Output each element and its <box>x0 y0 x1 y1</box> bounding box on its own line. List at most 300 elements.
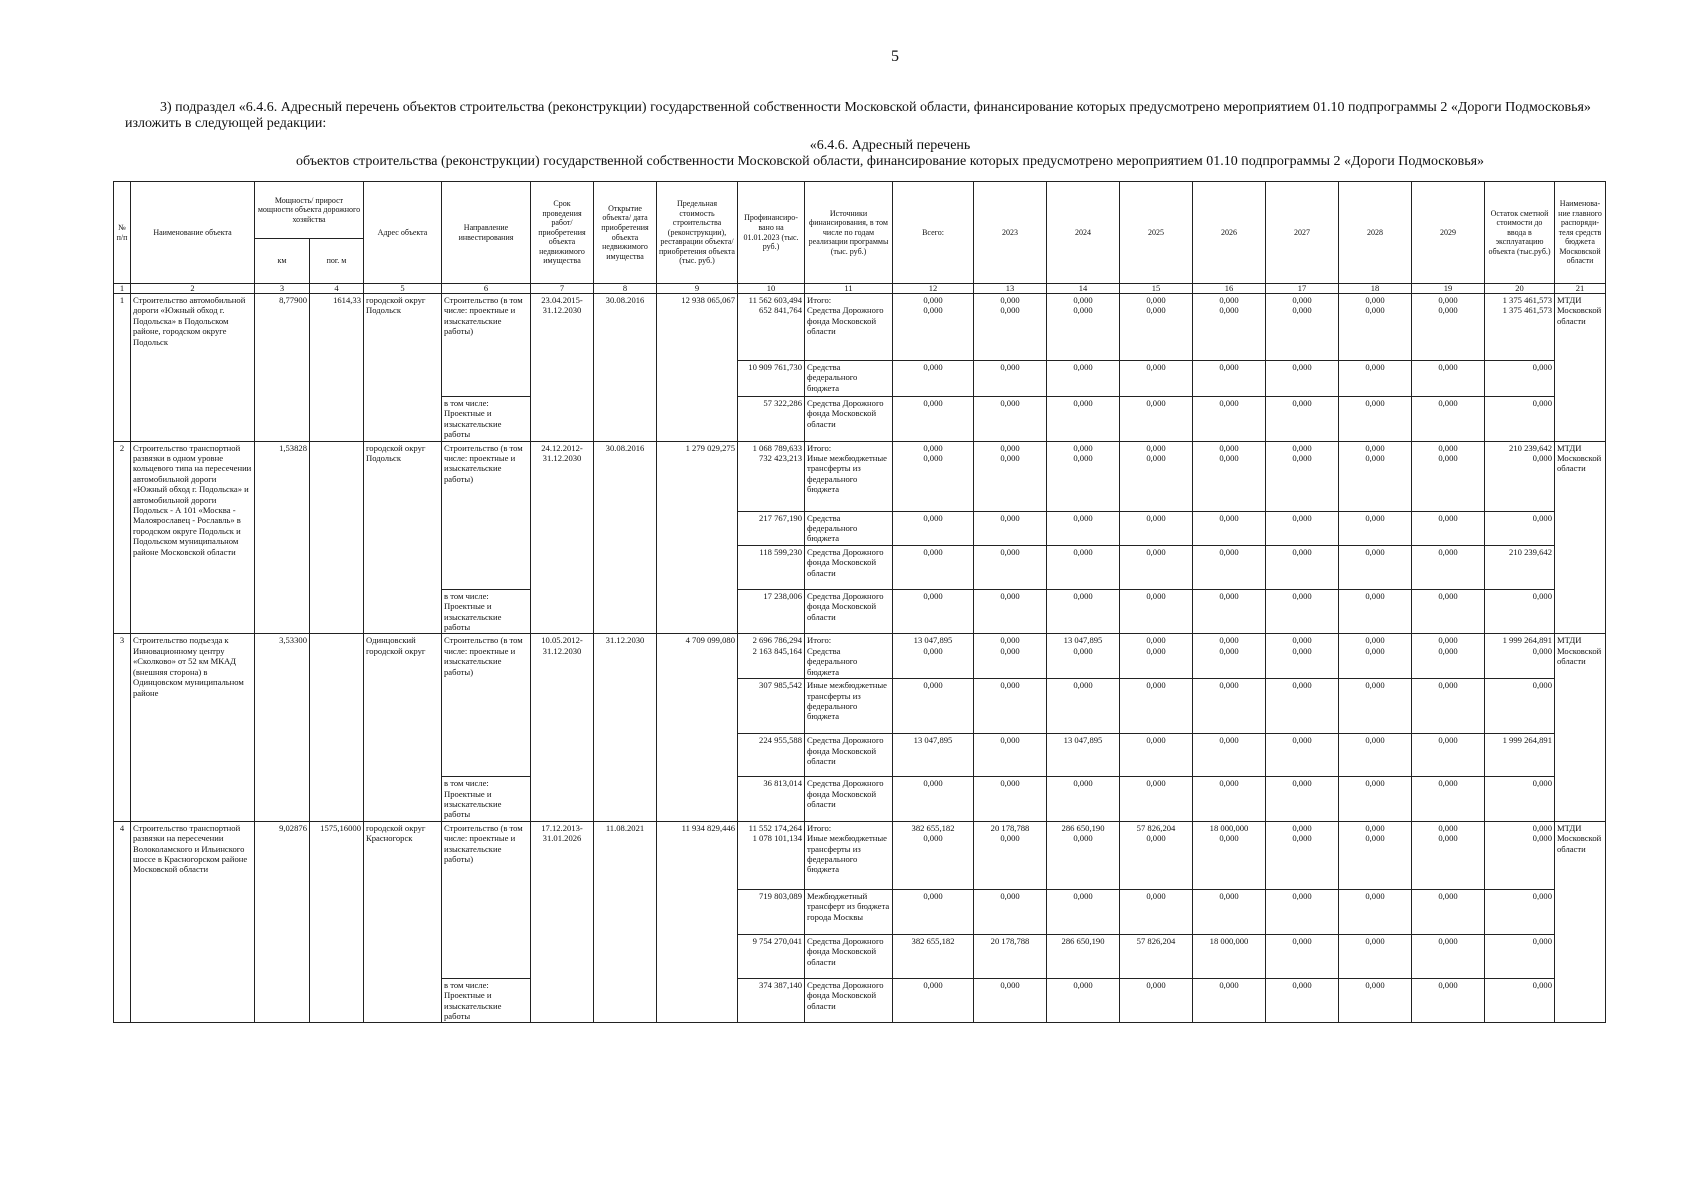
funding-source <box>805 294 893 361</box>
year-value-value: 0,000 <box>1073 512 1093 523</box>
year-value-value: 0,000 <box>1000 305 1020 316</box>
prefinanced <box>738 397 805 442</box>
funding-source-value: Средства Дорожного фонда Московской области <box>807 398 884 429</box>
year-value <box>1412 441 1485 511</box>
year-value-value: 0,000 <box>1219 305 1239 316</box>
year-value <box>1266 821 1339 889</box>
year-value <box>1193 441 1266 511</box>
year-value <box>974 294 1047 361</box>
column-numbers-row <box>114 284 1606 294</box>
object-opening: 11.08.2021 <box>594 821 657 1023</box>
year-value <box>1193 361 1266 397</box>
year-value-value: 0,000 <box>1000 645 1020 656</box>
object-name: Строительство подъезда к Инновационному центру «Сколково» от 52 км МКАД (внешняя сторона) в Одинцовском муниципальном районе <box>131 634 255 821</box>
year-value-value: 0,000 <box>1073 305 1093 316</box>
remainder-value: 0,000 <box>1532 453 1552 464</box>
year-value-value: 286 650,190 <box>1061 822 1105 833</box>
prefinanced-value: 1 078 101,134 <box>752 833 802 844</box>
table-row <box>114 821 1606 889</box>
year-value-value: 0,000 <box>1365 398 1385 408</box>
year-value <box>1412 978 1485 1023</box>
remainder-value: 1 999 264,891 <box>1502 735 1552 746</box>
year-value <box>1266 294 1339 361</box>
year-value <box>1120 361 1193 397</box>
year-value <box>1339 679 1412 734</box>
year-value <box>893 978 974 1023</box>
year-value-value: 0,000 <box>1219 635 1239 646</box>
year-value-value: 382 655,182 <box>911 822 955 833</box>
year-value <box>1266 397 1339 442</box>
funding-source-value: Итого: <box>807 442 832 453</box>
funding-source-value: Средства федерального бюджета <box>807 362 858 393</box>
column-number: 13 <box>974 284 1047 294</box>
object-km: 1,53828 <box>255 441 310 634</box>
year-value-value: 0,000 <box>1073 590 1093 601</box>
year-value-value: 0,000 <box>1146 512 1166 523</box>
column-number: 11 <box>805 284 893 294</box>
prefinanced-value: 719 803,089 <box>759 890 802 901</box>
year-value-value: 0,000 <box>1073 778 1093 789</box>
column-number: 18 <box>1339 284 1412 294</box>
header-sources: Источники финансирования, в том числе по годам реализации программы (тыс. руб.) <box>805 182 893 284</box>
prefinanced-value: 57 322,286 <box>763 398 802 408</box>
table-row <box>114 441 1606 511</box>
header-name: Наименование объекта <box>131 182 255 284</box>
column-number: 4 <box>310 284 364 294</box>
direction-main: Строительство (в том числе: проектные и изыскательские работы) <box>442 634 531 777</box>
funding-source <box>805 821 893 889</box>
year-value-value: 0,000 <box>1219 778 1239 789</box>
object-term: 24.12.2012-31.12.2030 <box>531 441 594 634</box>
year-value <box>1266 589 1339 634</box>
year-value-value: 0,000 <box>1146 833 1166 844</box>
year-value-value: 0,000 <box>1146 680 1166 691</box>
object-limit: 11 934 829,446 <box>657 821 738 1023</box>
year-value <box>1120 589 1193 634</box>
header-opening: Открытие объекта/ дата приобретения объекта недвижимого имущества <box>594 182 657 284</box>
header-2027: 2027 <box>1266 182 1339 284</box>
prefinanced-value: 2 163 845,164 <box>752 645 802 656</box>
prefinanced-value: 17 238,006 <box>763 590 802 601</box>
year-value-value: 0,000 <box>923 442 943 453</box>
year-value <box>893 511 974 545</box>
table-title-line2: объектов строительства (реконструкции) государственной собственности Московской области, финансирование которых предусмотрено мероприятием 01.10 подпрограммы 2 «Дороги Подмосковья» <box>295 154 1485 169</box>
year-value-value: 0,000 <box>1000 590 1020 601</box>
year-value-value: 0,000 <box>1438 295 1458 305</box>
year-value <box>1193 634 1266 679</box>
year-value <box>974 361 1047 397</box>
year-value-value: 0,000 <box>1219 453 1239 464</box>
remainder-value: 0,000 <box>1532 778 1552 789</box>
funding-source-value: Средства Дорожного фонда Московской области <box>807 305 884 337</box>
year-value-value: 0,000 <box>923 546 943 557</box>
remainder <box>1485 978 1555 1023</box>
object-limit: 4 709 099,080 <box>657 634 738 821</box>
table-title <box>250 138 1530 170</box>
year-value-value: 0,000 <box>1438 635 1458 646</box>
object-number: 3 <box>114 634 131 821</box>
year-value <box>1266 934 1339 978</box>
year-value-value: 0,000 <box>1000 295 1020 305</box>
year-value <box>1266 978 1339 1023</box>
year-value <box>974 978 1047 1023</box>
year-value-value: 0,000 <box>1146 442 1166 453</box>
funding-source <box>805 889 893 934</box>
year-value-value: 0,000 <box>1365 979 1385 990</box>
object-pog: 1575,16000 <box>310 821 364 1023</box>
year-value-value: 0,000 <box>1146 546 1166 557</box>
header-n: № п/п <box>114 182 131 284</box>
year-value-value: 20 178,788 <box>990 935 1030 946</box>
year-value-value: 0,000 <box>1073 546 1093 557</box>
year-value-value: 0,000 <box>1365 680 1385 691</box>
remainder-value: 0,000 <box>1532 890 1552 901</box>
remainder <box>1485 821 1555 889</box>
year-value <box>1120 934 1193 978</box>
column-number: 21 <box>1555 284 1606 294</box>
year-value-value: 0,000 <box>1365 362 1385 372</box>
year-value <box>1120 734 1193 777</box>
remainder <box>1485 441 1555 511</box>
year-value <box>974 511 1047 545</box>
year-value <box>1193 397 1266 442</box>
year-value <box>1412 734 1485 777</box>
object-pog <box>310 634 364 821</box>
year-value-value: 0,000 <box>1292 979 1312 990</box>
header-capacity: Мощность/ прирост мощности объекта дорожного хозяйства <box>255 182 364 239</box>
year-value-value: 57 826,204 <box>1136 935 1176 946</box>
year-value <box>1339 361 1412 397</box>
year-value-value: 0,000 <box>1219 295 1239 305</box>
year-value <box>1047 634 1120 679</box>
year-value-value: 0,000 <box>1073 453 1093 464</box>
header-2028: 2028 <box>1339 182 1412 284</box>
year-value-value: 0,000 <box>1073 442 1093 453</box>
object-limit: 1 279 029,275 <box>657 441 738 634</box>
column-number: 9 <box>657 284 738 294</box>
column-number: 3 <box>255 284 310 294</box>
year-value-value: 0,000 <box>1219 398 1239 408</box>
object-limit: 12 938 065,067 <box>657 294 738 442</box>
year-value <box>1339 734 1412 777</box>
year-value-value: 0,000 <box>1146 295 1166 305</box>
year-value-value: 0,000 <box>1438 645 1458 656</box>
year-value <box>1266 777 1339 822</box>
year-value <box>974 777 1047 822</box>
year-value <box>1120 634 1193 679</box>
year-value-value: 0,000 <box>1365 822 1385 833</box>
year-value <box>1047 934 1120 978</box>
year-value-value: 0,000 <box>1438 735 1458 746</box>
year-value-value: 0,000 <box>1073 398 1093 408</box>
year-value <box>1339 511 1412 545</box>
year-value <box>893 294 974 361</box>
prefinanced-value: 2 696 786,294 <box>752 635 802 646</box>
year-value-value: 0,000 <box>1000 680 1020 691</box>
year-value-value: 0,000 <box>1438 398 1458 408</box>
year-value-value: 0,000 <box>1292 362 1312 372</box>
year-value-value: 0,000 <box>923 590 943 601</box>
column-number: 12 <box>893 284 974 294</box>
remainder <box>1485 777 1555 822</box>
year-value <box>974 634 1047 679</box>
funding-source <box>805 511 893 545</box>
year-value-value: 0,000 <box>1000 890 1020 901</box>
header-2029: 2029 <box>1412 182 1485 284</box>
year-value-value: 0,000 <box>1365 546 1385 557</box>
year-value-value: 0,000 <box>1073 979 1093 990</box>
header-pog: пог. м <box>310 239 364 284</box>
year-value-value: 0,000 <box>1365 442 1385 453</box>
year-value-value: 0,000 <box>1146 362 1166 372</box>
header-manager: Наименова-ние главного распоряди-теля средств бюджета Московской области <box>1555 182 1606 284</box>
year-value-value: 0,000 <box>1000 833 1020 844</box>
year-value <box>1120 679 1193 734</box>
year-value-value: 0,000 <box>1292 635 1312 646</box>
year-value <box>893 934 974 978</box>
year-value-value: 0,000 <box>1292 546 1312 557</box>
table-row <box>114 634 1606 679</box>
remainder-value: 0,000 <box>1532 935 1552 946</box>
prefinanced-value: 11 562 603,494 <box>748 295 802 305</box>
year-value <box>974 589 1047 634</box>
year-value <box>1193 679 1266 734</box>
year-value-value: 18 000,000 <box>1209 822 1249 833</box>
direction-main: Строительство (в том числе: проектные и изыскательские работы) <box>442 294 531 397</box>
year-value-value: 0,000 <box>1438 305 1458 316</box>
funding-source <box>805 934 893 978</box>
year-value-value: 0,000 <box>923 362 943 372</box>
object-address: Одинцовский городской округ <box>364 634 442 821</box>
year-value <box>1412 545 1485 589</box>
funding-source-value: Итого: <box>807 822 832 833</box>
year-value <box>893 589 974 634</box>
year-value-value: 0,000 <box>1219 890 1239 901</box>
year-value <box>1339 978 1412 1023</box>
direction-main: Строительство (в том числе: проектные и изыскательские работы) <box>442 821 531 978</box>
prefinanced <box>738 821 805 889</box>
prefinanced-value: 118 599,230 <box>759 546 802 557</box>
year-value-value: 0,000 <box>1292 890 1312 901</box>
year-value <box>974 545 1047 589</box>
year-value <box>974 821 1047 889</box>
prefinanced-value: 1 068 789,633 <box>752 442 802 453</box>
year-value <box>1120 397 1193 442</box>
year-value-value: 286 650,190 <box>1061 935 1105 946</box>
object-number: 1 <box>114 294 131 442</box>
year-value-value: 0,000 <box>1073 680 1093 691</box>
year-value-value: 0,000 <box>1219 442 1239 453</box>
prefinanced <box>738 777 805 822</box>
year-value <box>1412 361 1485 397</box>
page-number: 5 <box>891 48 899 65</box>
prefinanced <box>738 734 805 777</box>
manager: МТДИ Московской области <box>1555 821 1606 1023</box>
year-value-value: 57 826,204 <box>1136 822 1176 833</box>
year-value <box>1339 934 1412 978</box>
year-value-value: 0,000 <box>1438 362 1458 372</box>
object-name: Строительство транспортной развязки на пересечении Волоколамского и Ильинского шоссе в Красногорском районе Московской области <box>131 821 255 1023</box>
year-value-value: 0,000 <box>1365 833 1385 844</box>
funding-source <box>805 545 893 589</box>
year-value-value: 0,000 <box>1438 590 1458 601</box>
header-2025: 2025 <box>1120 182 1193 284</box>
direction-sub: в том числе: Проектные и изыскательские работы <box>442 397 531 442</box>
remainder <box>1485 361 1555 397</box>
year-value-value: 13 047,895 <box>1063 735 1103 746</box>
column-number: 7 <box>531 284 594 294</box>
prefinanced-value: 9 754 270,041 <box>752 935 802 946</box>
year-value <box>1339 777 1412 822</box>
funding-source-value: Средства Дорожного фонда Московской области <box>807 546 884 578</box>
prefinanced-value: 652 841,764 <box>759 305 802 316</box>
funding-source-value: Средства Дорожного фонда Московской области <box>807 935 884 967</box>
header-prefinanced: Профинансиро-вано на 01.01.2023 (тыс. руб.) <box>738 182 805 284</box>
funding-source <box>805 397 893 442</box>
year-value <box>1047 545 1120 589</box>
prefinanced <box>738 589 805 634</box>
header-row-1 <box>114 182 1606 239</box>
year-value <box>1047 441 1120 511</box>
funding-source-value: Иные межбюджетные трансферты из федерального бюджета <box>807 453 887 495</box>
year-value <box>974 734 1047 777</box>
column-number: 2 <box>131 284 255 294</box>
year-value-value: 0,000 <box>1219 680 1239 691</box>
year-value-value: 0,000 <box>1365 453 1385 464</box>
year-value <box>1412 294 1485 361</box>
year-value <box>1412 397 1485 442</box>
year-value <box>1120 441 1193 511</box>
column-number: 15 <box>1120 284 1193 294</box>
funding-source-value: Итого: <box>807 635 832 646</box>
year-value-value: 0,000 <box>923 680 943 691</box>
year-value <box>1266 679 1339 734</box>
year-value <box>893 545 974 589</box>
year-value <box>1266 545 1339 589</box>
remainder <box>1485 511 1555 545</box>
direction-main: Строительство (в том числе: проектные и изыскательские работы) <box>442 441 531 589</box>
year-value-value: 0,000 <box>1365 645 1385 656</box>
year-value-value: 0,000 <box>1438 890 1458 901</box>
year-value-value: 0,000 <box>1000 979 1020 990</box>
object-address: городской округ Подольск <box>364 294 442 442</box>
year-value-value: 0,000 <box>1219 546 1239 557</box>
prefinanced-value: 36 813,014 <box>763 778 802 789</box>
remainder-value: 1 375 461,573 <box>1502 295 1552 305</box>
year-value-value: 0,000 <box>1365 635 1385 646</box>
year-value <box>1193 511 1266 545</box>
year-value <box>893 634 974 679</box>
funding-source <box>805 589 893 634</box>
object-km: 9,02876 <box>255 821 310 1023</box>
year-value-value: 0,000 <box>1146 645 1166 656</box>
year-value <box>893 889 974 934</box>
year-value <box>1266 441 1339 511</box>
year-value <box>893 734 974 777</box>
year-value <box>1047 777 1120 822</box>
object-opening: 31.12.2030 <box>594 634 657 821</box>
year-value-value: 0,000 <box>1292 590 1312 601</box>
year-value <box>1339 545 1412 589</box>
remainder <box>1485 679 1555 734</box>
funding-source-value: Средства Дорожного фонда Московской области <box>807 778 884 809</box>
funding-source-value: Иные межбюджетные трансферты из федерального бюджета <box>807 833 887 875</box>
year-value-value: 0,000 <box>923 295 943 305</box>
funding-source <box>805 679 893 734</box>
prefinanced <box>738 361 805 397</box>
year-value-value: 0,000 <box>1365 305 1385 316</box>
remainder <box>1485 934 1555 978</box>
object-pog <box>310 441 364 634</box>
year-value-value: 0,000 <box>1438 546 1458 557</box>
remainder-value: 0,000 <box>1532 833 1552 844</box>
year-value <box>893 361 974 397</box>
remainder <box>1485 634 1555 679</box>
remainder-value: 1 375 461,573 <box>1502 305 1552 316</box>
year-value-value: 0,000 <box>1292 442 1312 453</box>
year-value <box>1193 978 1266 1023</box>
intro-paragraph: 3) подраздел «6.4.6. Адресный перечень объектов строительства (реконструкции) государственной собственности Московской области, финансирование которых предусмотрено мероприятием 01.10 подпрограммы 2 «Дороги Подмосковья» изложить в следующей редакции: <box>125 100 1591 131</box>
year-value <box>974 441 1047 511</box>
year-value <box>974 934 1047 978</box>
year-value-value: 18 000,000 <box>1209 935 1249 946</box>
year-value <box>1412 777 1485 822</box>
funding-source <box>805 441 893 511</box>
remainder-value: 210 239,642 <box>1509 442 1552 453</box>
column-number: 16 <box>1193 284 1266 294</box>
funding-source-value: Средства Дорожного фонда Московской области <box>807 979 884 1011</box>
funding-source <box>805 734 893 777</box>
header-limit: Предельная стоимость строительства (реконструкции), реставрации объекта/ приобретения объекта (тыс. руб.) <box>657 182 738 284</box>
year-value-value: 0,000 <box>1292 680 1312 691</box>
year-value <box>1193 589 1266 634</box>
funding-source <box>805 777 893 822</box>
year-value <box>1047 361 1120 397</box>
prefinanced <box>738 634 805 679</box>
object-term: 10.05.2012-31.12.2030 <box>531 634 594 821</box>
year-value <box>1047 889 1120 934</box>
year-value-value: 0,000 <box>1438 778 1458 789</box>
year-value-value: 0,000 <box>923 778 943 789</box>
year-value-value: 382 655,182 <box>911 935 955 946</box>
year-value-value: 0,000 <box>1365 890 1385 901</box>
header-remainder: Остаток сметной стоимости до ввода в эксплуатацию объекта (тыс.руб.) <box>1485 182 1555 284</box>
year-value <box>1339 589 1412 634</box>
year-value <box>1120 545 1193 589</box>
object-pog: 1614,33 <box>310 294 364 442</box>
year-value-value: 0,000 <box>1146 890 1166 901</box>
year-value-value: 0,000 <box>1000 398 1020 408</box>
funding-source-value: Иные межбюджетные трансферты из федерального бюджета <box>807 680 887 722</box>
column-number: 20 <box>1485 284 1555 294</box>
year-value-value: 0,000 <box>1146 635 1166 646</box>
table-row <box>114 294 1606 361</box>
year-value-value: 0,000 <box>1365 935 1385 946</box>
year-value <box>1193 889 1266 934</box>
remainder-value: 1 999 264,891 <box>1502 635 1552 646</box>
year-value-value: 0,000 <box>1146 979 1166 990</box>
header-direction: Направление инвестирования <box>442 182 531 284</box>
year-value-value: 0,000 <box>923 979 943 990</box>
year-value-value: 0,000 <box>1292 453 1312 464</box>
year-value <box>1193 294 1266 361</box>
year-value-value: 0,000 <box>1146 453 1166 464</box>
funding-source-value: Межбюджетный трансферт из бюджета города Москвы <box>807 890 890 922</box>
year-value-value: 0,000 <box>1146 305 1166 316</box>
year-value-value: 0,000 <box>1219 735 1239 746</box>
year-value <box>1339 889 1412 934</box>
object-km: 3,53300 <box>255 634 310 821</box>
